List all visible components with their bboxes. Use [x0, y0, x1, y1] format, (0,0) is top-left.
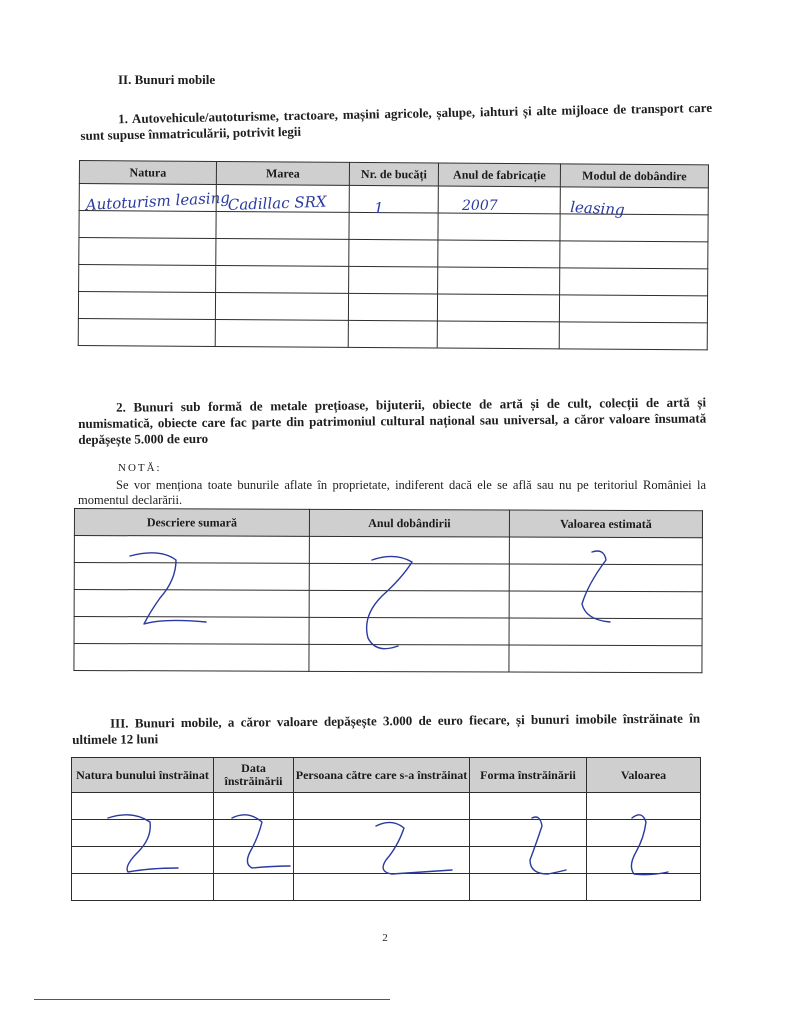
- handwritten-marea: Cadillac SRX: [227, 192, 327, 214]
- handwritten-count: 1: [374, 199, 384, 217]
- col-header-valoarea: Valoarea: [587, 758, 701, 793]
- table-row: [72, 847, 701, 874]
- handwritten-mode: leasing: [569, 198, 626, 219]
- table-row: [74, 590, 702, 619]
- subsection-1-text-content: 1. Autovehicule/autoturisme, tractoare, mașini agricole, șalupe, iahturi și alte mijloace de transport care sunt supuse înmatriculării, potrivit legii: [80, 99, 713, 143]
- table-row: [72, 793, 701, 820]
- table-row: [78, 318, 707, 349]
- col-header-anul-fabricatie: Anul de fabricație: [438, 163, 560, 187]
- col-header-natura: Natura: [79, 161, 216, 185]
- col-header-persoana: Persoana către care s-a înstrăinat: [294, 758, 470, 793]
- note-text: [78, 478, 706, 508]
- alienated-goods-table: [71, 757, 701, 901]
- table-header-row: [72, 758, 701, 793]
- col-header-forma-instrainarii: Forma înstrăinării: [470, 758, 587, 793]
- handwritten-year: 2007: [462, 198, 498, 214]
- col-header-natura-bunului: Natura bunului înstrăinat: [72, 758, 214, 793]
- section-title: II. Bunuri mobile: [118, 72, 216, 87]
- handwritten-natura: Autoturism leasing: [85, 188, 231, 214]
- table-header-row: [74, 509, 702, 538]
- valuables-table: [73, 508, 703, 673]
- col-header-nr-bucati: Nr. de bucăți: [349, 162, 438, 186]
- col-header-anul-dobandirii: Anul dobândirii: [309, 509, 509, 537]
- table-row: [74, 563, 702, 592]
- col-header-descriere: Descriere sumară: [74, 509, 309, 537]
- page-number: 2: [382, 932, 388, 944]
- table-row: [74, 536, 702, 565]
- note-text-content: Se vor menționa toate bunurile aflate în proprietate, indiferent dacă ele se află sau nu pe teritoriul României la momentul declarării.: [78, 478, 706, 507]
- subsection-1-text: [80, 100, 712, 144]
- vehicles-table: [78, 160, 709, 350]
- subsection-2-text: [78, 395, 706, 448]
- note-label: NOTĂ:: [118, 462, 162, 474]
- footer-rule: [34, 999, 390, 1000]
- table-row: [72, 874, 701, 901]
- table-row: [72, 820, 701, 847]
- subsection-2-text-content: 2. Bunuri sub formă de metale prețioase, bijuterii, obiecte de artă și de cult, colecții de artă și numismatică, obiecte care fac parte din patrimoniul cultural național sau universal, a căror valoare însumată depășește 5.000 de euro: [78, 394, 707, 447]
- table-row: [74, 644, 702, 673]
- col-header-data-instrainarii: Data înstrăinării: [214, 758, 294, 793]
- col-header-valoarea-estimata: Valoarea estimată: [509, 510, 702, 538]
- table-row: [74, 617, 702, 646]
- col-header-modul-dobandire: Modul de dobândire: [560, 164, 708, 188]
- col-header-marea: Marea: [216, 161, 349, 185]
- section-3-text: [72, 711, 700, 748]
- section-3-text-content: III. Bunuri mobile, a căror valoare depășește 3.000 de euro fiecare, și bunuri imobile înstrăinate în ultimele 12 luni: [72, 710, 701, 747]
